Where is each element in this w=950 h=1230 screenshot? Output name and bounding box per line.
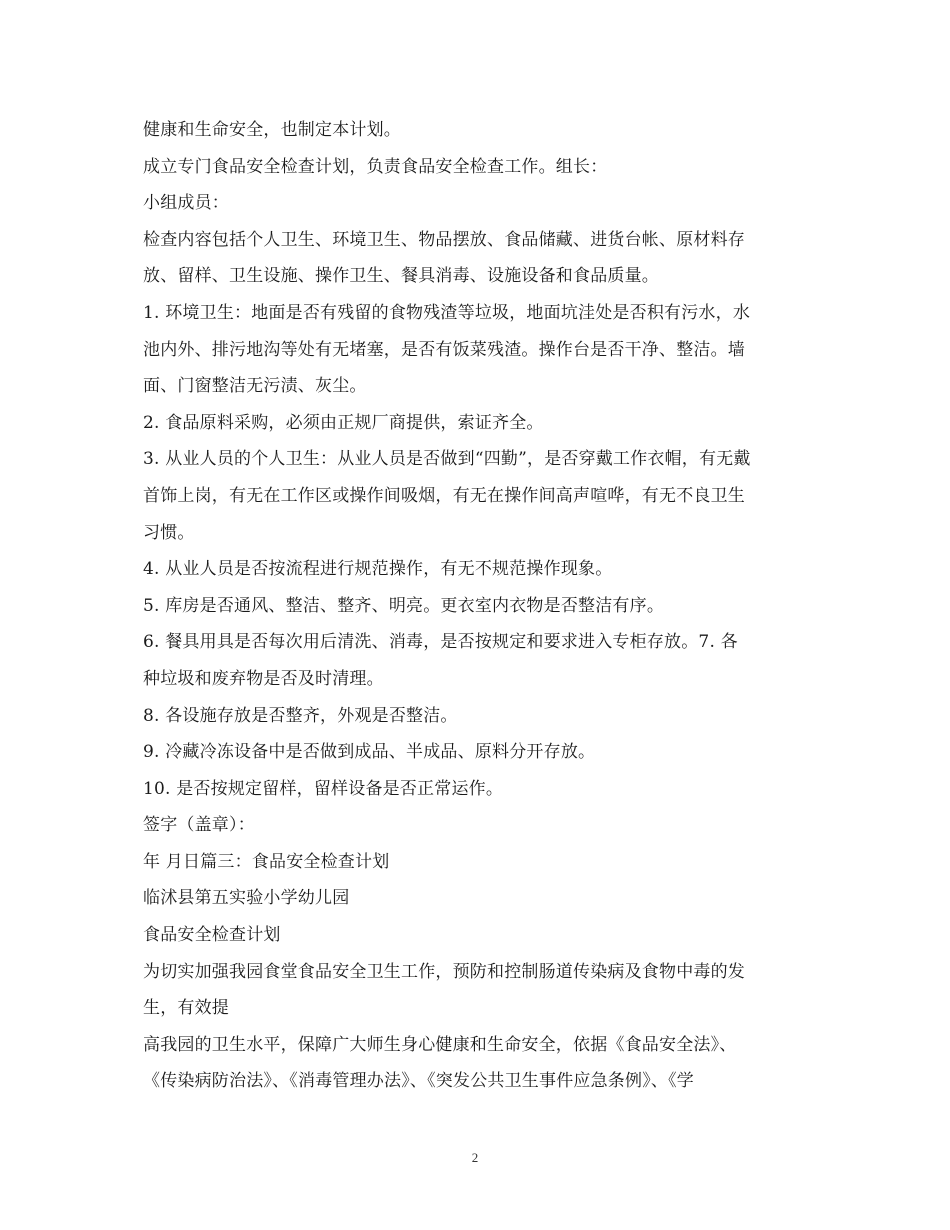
text-line: 2. 食品原料采购，必须由正规厂商提供，索证齐全。 xyxy=(143,412,544,433)
text-line: 高我园的卫生水平，保障广大师生身心健康和生命安全，依据《食品安全法》、 xyxy=(143,1034,737,1055)
text-line: 临沭县第五实验小学幼儿园 xyxy=(143,888,350,909)
text-line: 4. 从业人员是否按流程进行规范操作，有无不规范操作现象。 xyxy=(143,559,613,580)
text-line: 池内外、排污地沟等处有无堵塞，是否有饭菜残渣。操作台是否干净、整洁。墙 xyxy=(143,339,745,360)
text-line: 面、门窗整洁无污渍、灰尘。 xyxy=(143,376,367,397)
text-line: 为切实加强我园食堂食品安全卫生工作，预防和控制肠道传染病及食物中毒的发 xyxy=(143,961,745,982)
text-line: 8. 各设施存放是否整齐，外观是否整洁。 xyxy=(143,705,458,726)
text-line: 签字（盖章）： xyxy=(143,815,255,836)
text-line: 放、留样、卫生设施、操作卫生、餐具消毒、设施设备和食品质量。 xyxy=(143,266,659,287)
text-line: 5. 库房是否通风、整洁、整齐、明亮。更衣室内衣物是否整洁有序。 xyxy=(143,595,665,616)
text-line: 1. 环境卫生：地面是否有残留的食物残渣等垃圾，地面坑洼处是否积有污水，水 xyxy=(143,302,751,323)
text-line: 成立专门食品安全检查计划，负责食品安全检查工作。组长： xyxy=(143,156,608,177)
text-line: 习惯。 xyxy=(143,522,195,543)
text-line: 首饰上岗，有无在工作区或操作间吸烟，有无在操作间高声喧哗，有无不良卫生 xyxy=(143,485,745,506)
text-line: 《传染病防治法》、《消毒管理办法》、《突发公共卫生事件应急条例》、《学 xyxy=(143,1071,694,1092)
text-line: 种垃圾和废弃物是否及时清理。 xyxy=(143,668,384,689)
document-body xyxy=(143,112,813,1100)
page-number: 2 xyxy=(471,1150,479,1165)
text-line: 10. 是否按规定留样，留样设备是否正常运作。 xyxy=(143,778,504,799)
text-line: 年 月日篇三：食品安全检查计划 xyxy=(143,851,390,872)
text-line: 健康和生命安全，也制定本计划。 xyxy=(143,120,401,140)
text-line: 9. 冷藏冷冻设备中是否做到成品、半成品、原料分开存放。 xyxy=(143,742,596,763)
text-line: 检查内容包括个人卫生、环境卫生、物品摆放、食品储藏、进货台帐、原材料存 xyxy=(143,229,745,250)
text-line: 生，有效提 xyxy=(143,998,229,1019)
text-line: 6. 餐具用具是否每次用后清洗、消毒，是否按规定和要求进入专柜存放。7. 各 xyxy=(143,632,738,653)
text-line: 3. 从业人员的个人卫生：从业人员是否做到“四勤”，是否穿戴工作衣帽，有无戴 xyxy=(143,449,751,470)
text-line: 食品安全检查计划 xyxy=(143,925,281,946)
text-line: 小组成员： xyxy=(143,193,229,214)
